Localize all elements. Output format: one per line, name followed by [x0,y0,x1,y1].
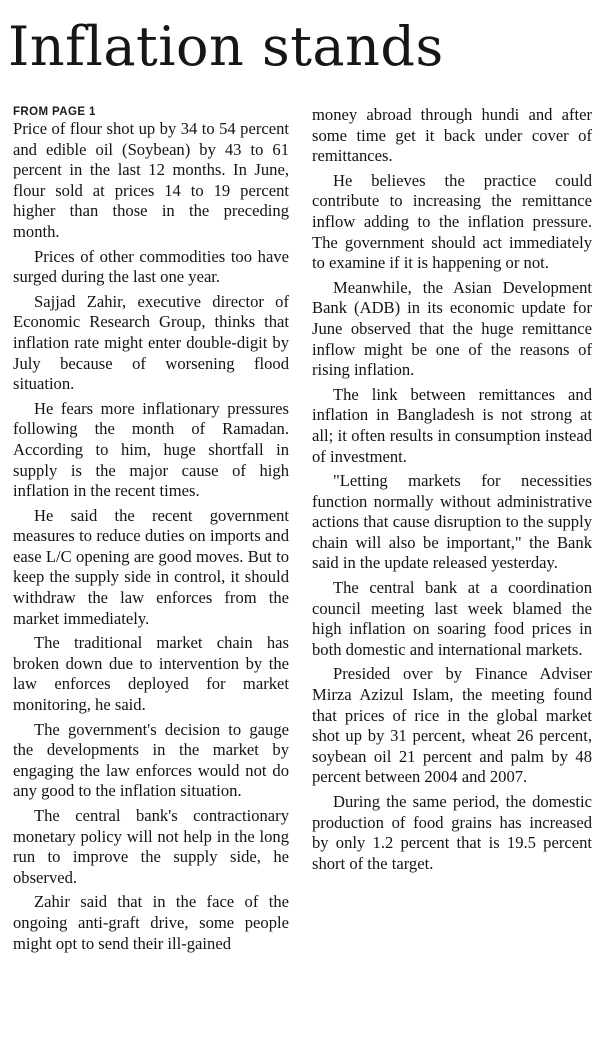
headline: Inflation stands [8,15,444,78]
paragraph: The traditional market chain has broken down due to intervention by the law enforces deployed for market monitoring, he said. [13,633,289,715]
paragraph: Price of flour shot up by 34 to 54 percent and edible oil (Soybean) by 43 to 61 percent in the last 12 months. In June, flour sold at prices 14 to 19 percent higher than those in the preceding month. [13,119,289,241]
paragraph: Sajjad Zahir, executive director of Economic Research Group, thinks that inflation rate might enter double-digit by July because of worsening flood situation. [13,291,289,394]
article-column-right [312,105,592,878]
paragraph-continued: money abroad through hundi and after some time get it back under cover of remittances. [312,105,592,166]
article-column-left [13,105,289,958]
paragraph: Presided over by Finance Adviser Mirza Azizul Islam, the meeting found that prices of rice in the global market shot up by 31 percent, wheat 26 percent, soybean oil 21 percent and palm by 48 percent between 2004 and 2007. [312,664,592,787]
paragraph: During the same period, the domestic production of food grains has increased by only 1.2 percent that is 19.5 percent short of the target. [312,792,592,873]
paragraph: He believes the practice could contribute to increasing the remittance inflow adding to the inflation pressure. The government should act immediately to examine if it is happening or not. [312,170,592,273]
paragraph: Prices of other commodities too have surged during the last one year. [13,246,289,287]
paragraph: "Letting markets for necessities function normally without administrative actions that cause disruption to the supply chain will also be important," the Bank said in the update released yesterday. [312,471,592,573]
paragraph: Zahir said that in the face of the ongoing anti-graft drive, some people might opt to send their ill-gained [13,892,289,953]
kicker-from-page-1: FROM PAGE 1 [13,106,96,118]
paragraph: Meanwhile, the Asian Development Bank (ADB) in its economic update for June observed that the huge remittance inflow might be one of the reasons of rising inflation. [312,277,592,380]
paragraph: He said the recent government measures to reduce duties on imports and ease L/C opening are good moves. But to keep the supply side in control, it should withdraw the law enforces from the market immediately. [13,505,289,628]
paragraph: The central bank at a coordination council meeting last week blamed the high inflation on soaring food prices in both domestic and international markets. [312,578,592,659]
paragraph: The government's decision to gauge the developments in the market by engaging the law enforces would not do any good to the inflation situation. [13,719,289,801]
paragraph: The link between remittances and inflation in Bangladesh is not strong at all; it often results in consumption instead of investment. [312,384,592,466]
paragraph: He fears more inflationary pressures following the month of Ramadan. According to him, huge shortfall in supply is the major cause of high inflation in the recent times. [13,398,289,501]
paragraph: The central bank's contractionary monetary policy will not help in the long run to improve the supply side, he observed. [13,806,289,887]
